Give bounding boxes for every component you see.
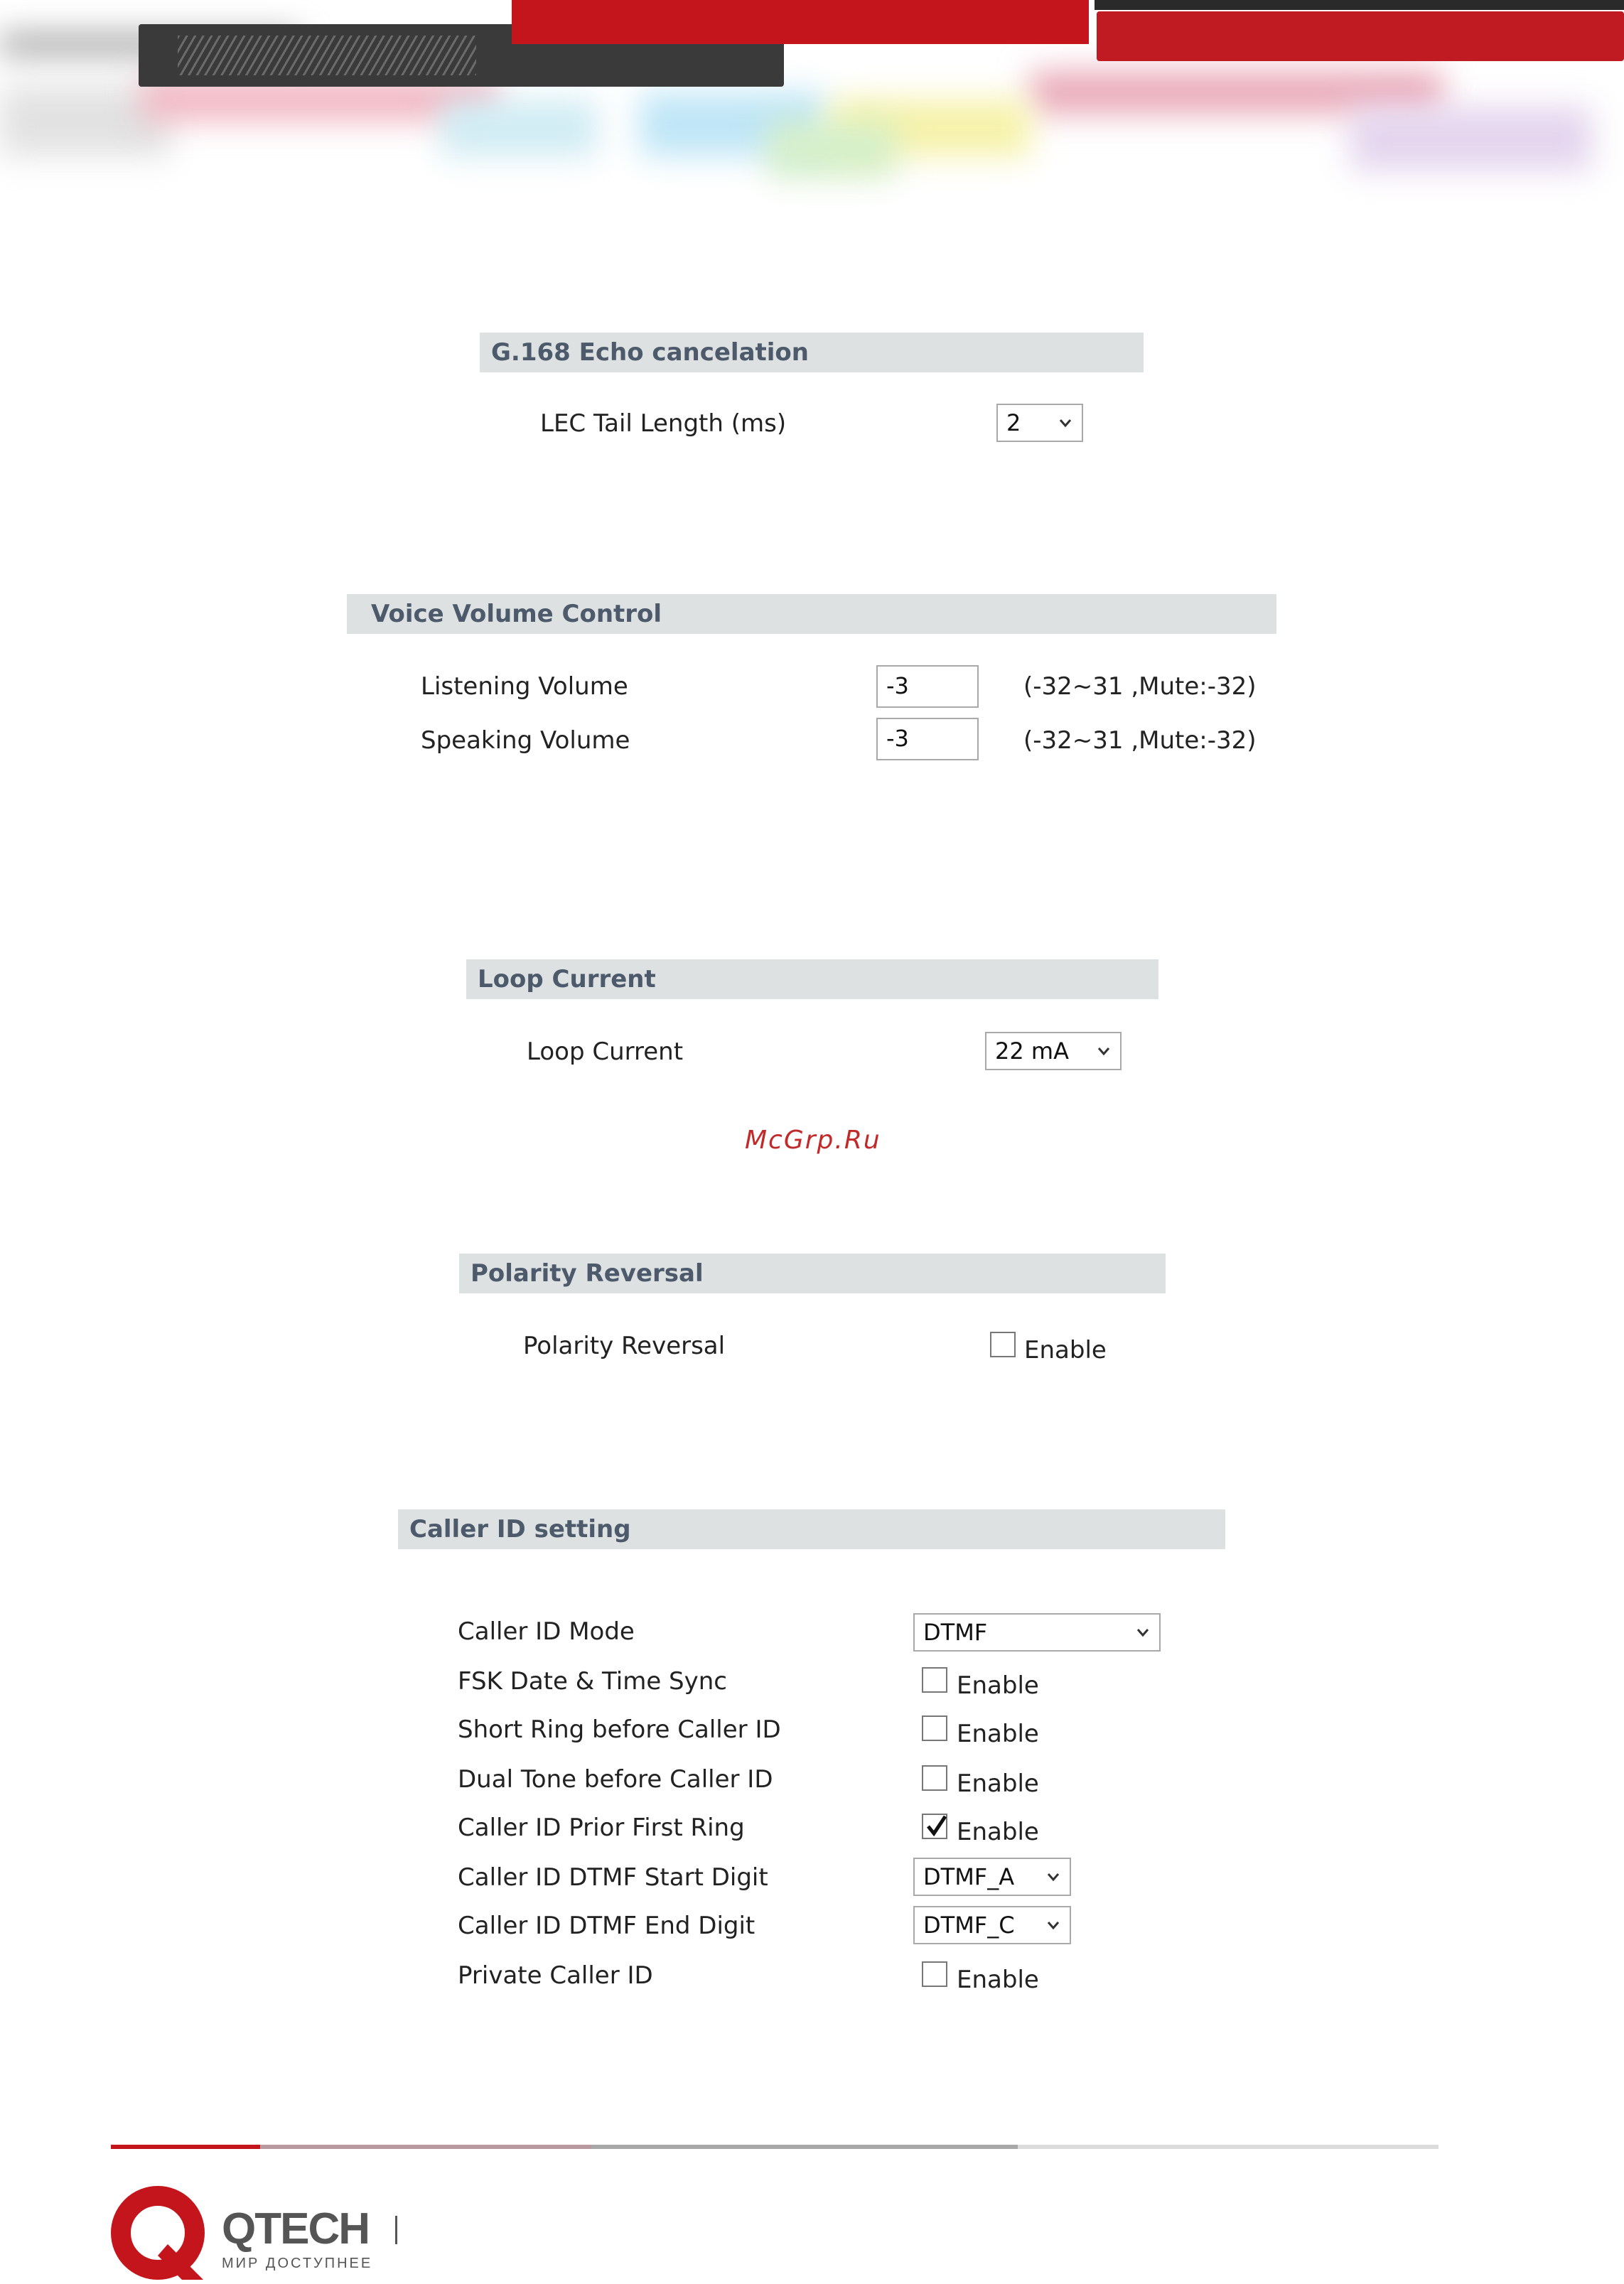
- echo-section-header: G.168 Echo cancelation: [480, 333, 1144, 372]
- private-caller-id-label: Private Caller ID: [458, 1961, 653, 1990]
- dtmf-start-digit-value: DTMF_A: [923, 1863, 1015, 1890]
- lec-tail-length-value: 2: [1006, 409, 1021, 436]
- lec-tail-length-select[interactable]: [996, 404, 1083, 442]
- chevron-down-icon: [1045, 1869, 1061, 1885]
- prior-first-ring-enable-label: Enable: [957, 1818, 1039, 1846]
- header-banner: [0, 0, 1624, 213]
- speaking-volume-label: Speaking Volume: [421, 726, 630, 755]
- dtmf-start-digit-label: Caller ID DTMF Start Digit: [458, 1863, 768, 1892]
- listening-volume-label: Listening Volume: [421, 672, 628, 701]
- short-ring-label: Short Ring before Caller ID: [458, 1715, 781, 1744]
- prior-first-ring-label: Caller ID Prior First Ring: [458, 1814, 745, 1842]
- private-caller-id-enable-label: Enable: [957, 1966, 1039, 1994]
- checkmark-icon: [925, 1814, 949, 1839]
- footer-separator: [395, 2216, 397, 2244]
- footer-divider-mid: [260, 2145, 591, 2149]
- polarity-enable-label: Enable: [1024, 1336, 1107, 1364]
- footer-divider-grey: [591, 2145, 1018, 2149]
- callerid-mode-label: Caller ID Mode: [458, 1617, 635, 1646]
- callerid-section-header: Caller ID setting: [398, 1509, 1225, 1549]
- volume-section-header: Voice Volume Control: [347, 594, 1276, 634]
- brand-tagline: МИР ДОСТУПНЕЕ: [222, 2256, 373, 2271]
- short-ring-enable-label: Enable: [957, 1720, 1039, 1748]
- fsk-sync-checkbox[interactable]: [922, 1667, 947, 1693]
- dual-tone-checkbox[interactable]: [922, 1765, 947, 1791]
- dtmf-end-digit-value: DTMF_C: [923, 1912, 1015, 1939]
- private-caller-id-checkbox[interactable]: [922, 1961, 947, 1987]
- dual-tone-enable-label: Enable: [957, 1769, 1039, 1798]
- speaking-volume-range-hint: (-32~31 ,Mute:-32): [1023, 726, 1257, 755]
- dtmf-start-digit-select[interactable]: [913, 1858, 1071, 1896]
- footer-divider-light: [1018, 2145, 1439, 2149]
- listening-volume-input[interactable]: -3: [876, 665, 979, 708]
- brand-name: QTECH: [222, 2204, 369, 2253]
- polarity-reversal-checkbox[interactable]: [990, 1332, 1016, 1357]
- fsk-sync-enable-label: Enable: [957, 1671, 1039, 1700]
- dual-tone-label: Dual Tone before Caller ID: [458, 1765, 773, 1794]
- chevron-down-icon: [1135, 1625, 1151, 1640]
- footer-divider-red: [111, 2145, 260, 2149]
- dtmf-end-digit-select[interactable]: [913, 1906, 1071, 1944]
- dtmf-end-digit-label: Caller ID DTMF End Digit: [458, 1912, 755, 1940]
- loop-current-label: Loop Current: [527, 1038, 684, 1066]
- callerid-mode-value: DTMF: [923, 1619, 988, 1646]
- fsk-sync-label: FSK Date & Time Sync: [458, 1667, 727, 1696]
- qtech-logo-icon: [111, 2185, 210, 2284]
- callerid-mode-select[interactable]: [913, 1613, 1161, 1652]
- short-ring-checkbox[interactable]: [922, 1715, 947, 1741]
- loop-current-section-header: Loop Current: [466, 959, 1158, 999]
- listening-volume-range-hint: (-32~31 ,Mute:-32): [1023, 672, 1257, 701]
- prior-first-ring-checkbox[interactable]: [922, 1814, 947, 1839]
- polarity-reversal-label: Polarity Reversal: [523, 1332, 726, 1360]
- loop-current-select[interactable]: [985, 1032, 1122, 1070]
- lec-tail-length-label: LEC Tail Length (ms): [540, 409, 787, 438]
- polarity-section-header: Polarity Reversal: [459, 1254, 1166, 1293]
- chevron-down-icon: [1058, 415, 1073, 431]
- chevron-down-icon: [1045, 1917, 1061, 1933]
- speaking-volume-input[interactable]: -3: [876, 718, 979, 760]
- watermark: McGrp.Ru: [745, 1126, 881, 1155]
- chevron-down-icon: [1096, 1043, 1112, 1059]
- loop-current-value: 22 mA: [995, 1038, 1069, 1065]
